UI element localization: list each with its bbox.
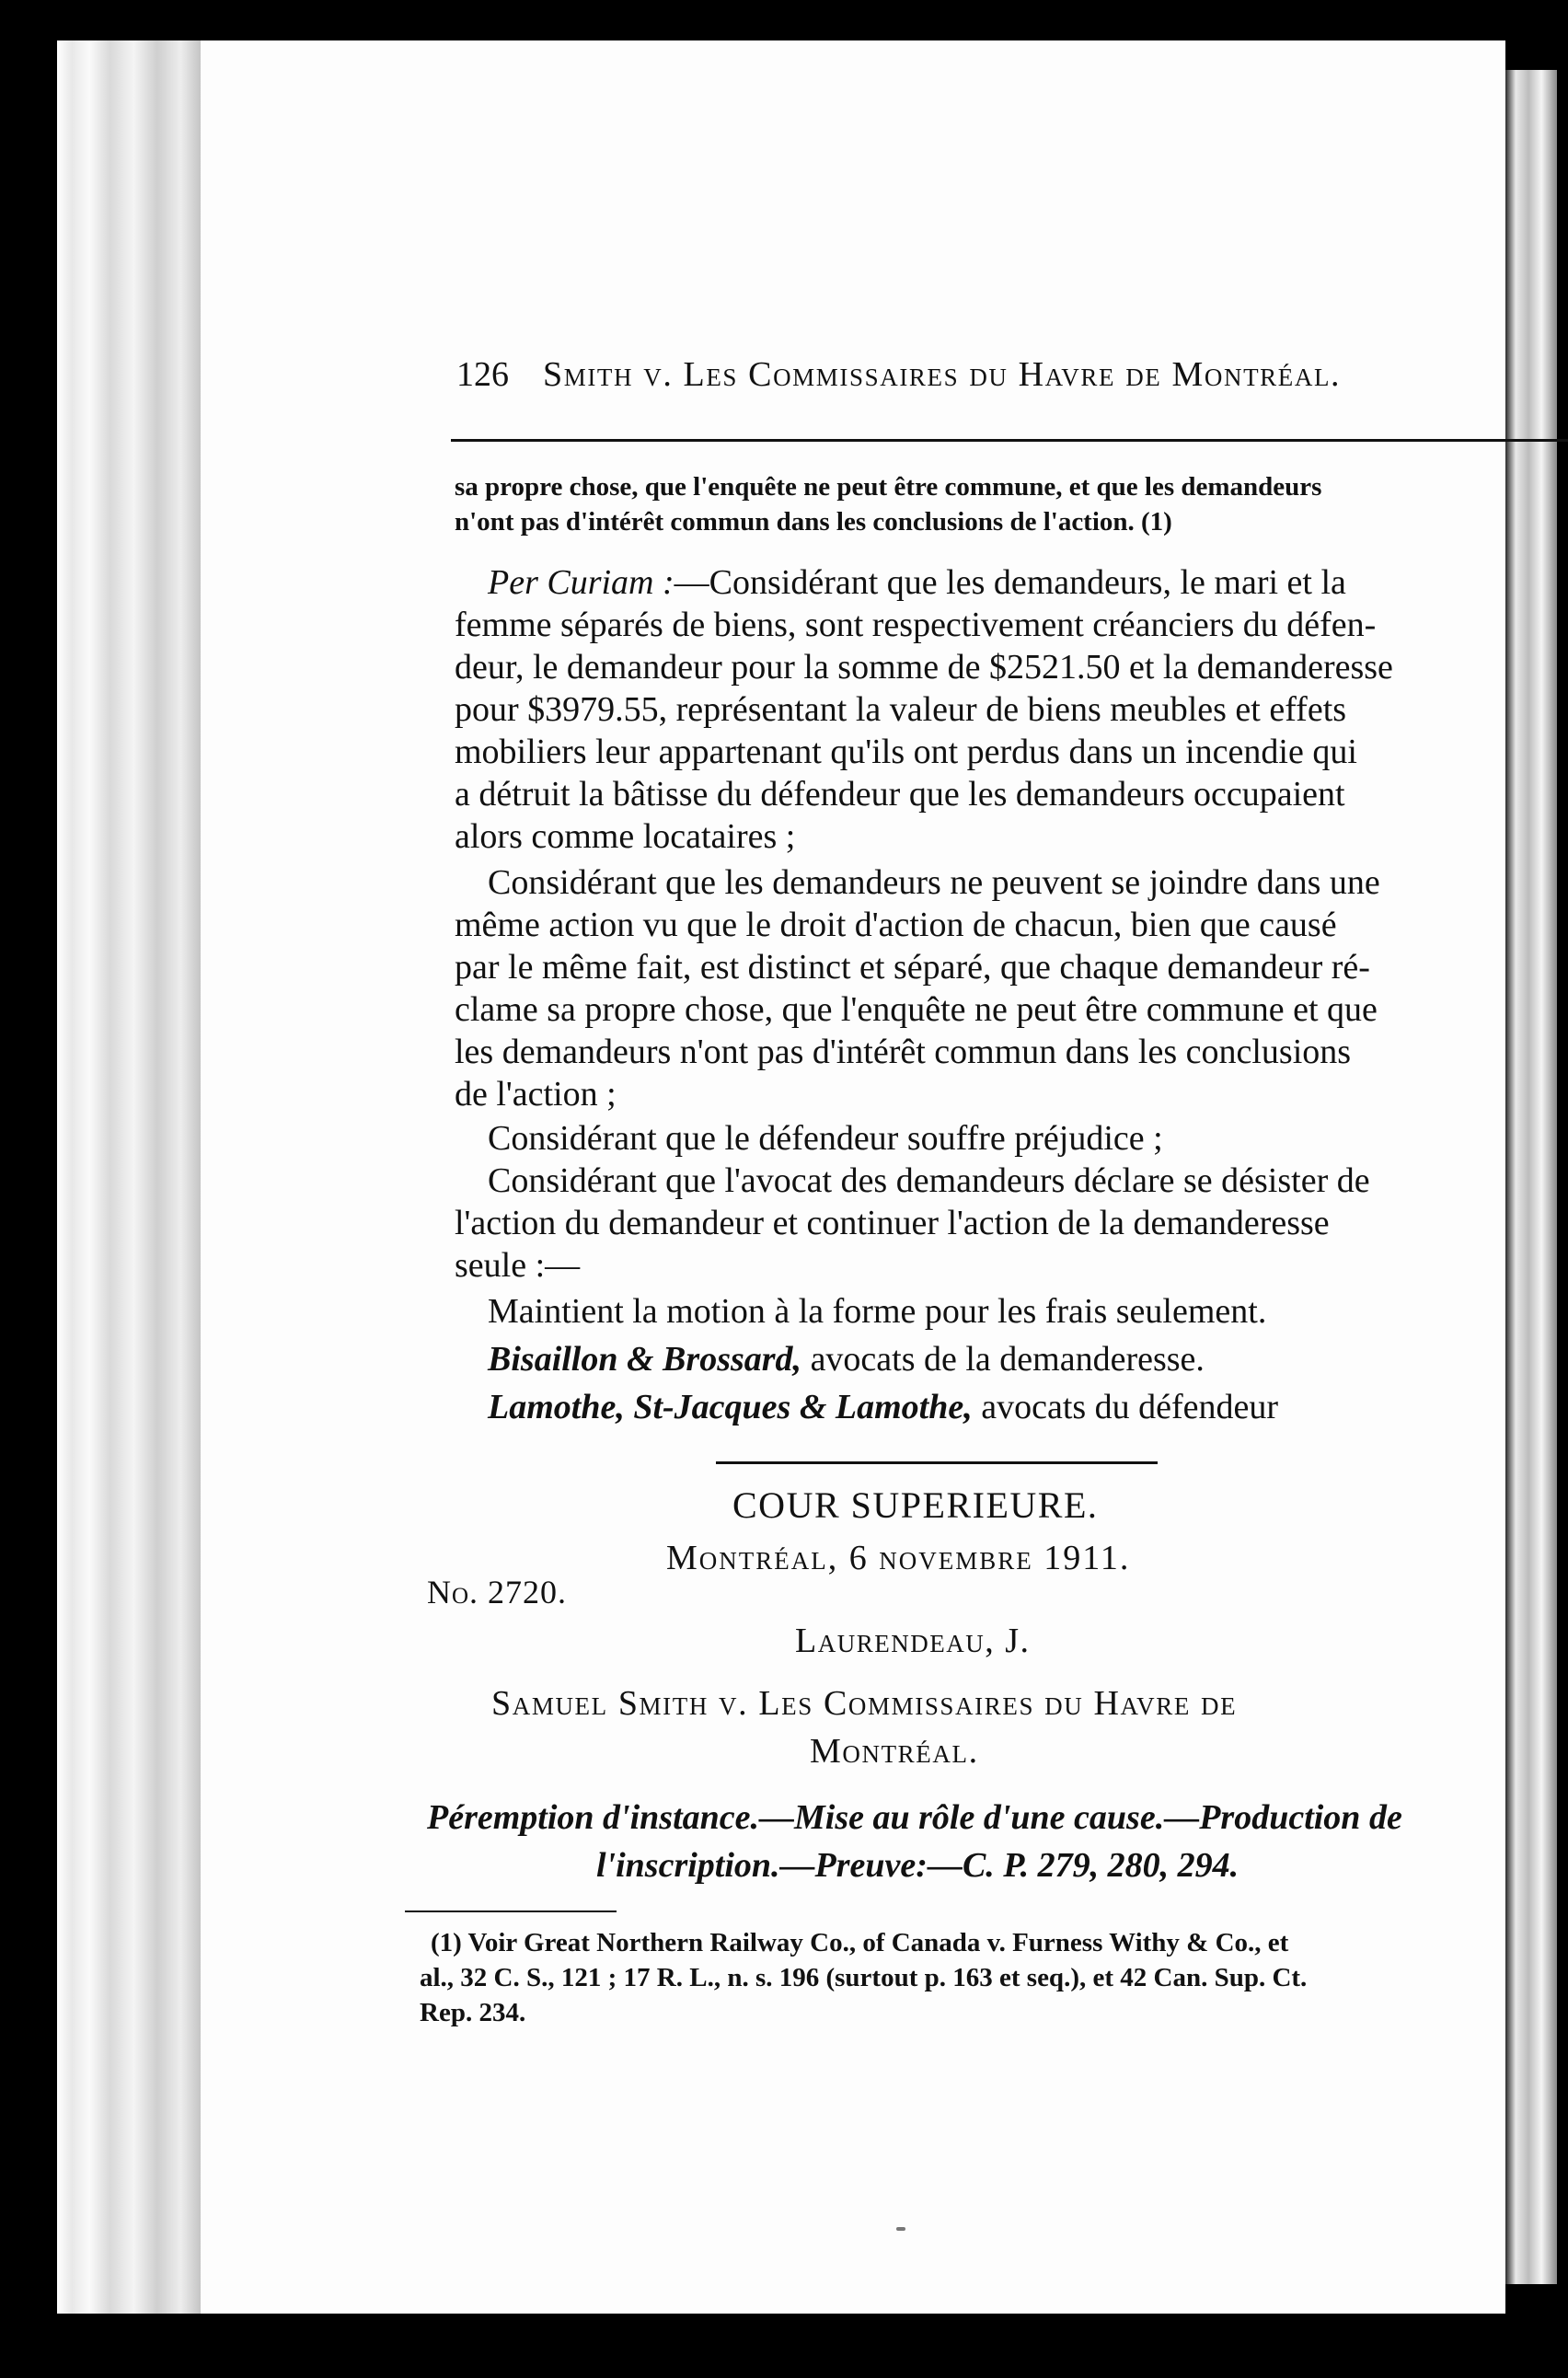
header-rule [451,439,1568,442]
judgment-line: Considérant que les demandeurs ne peuvent se joindre dans une [488,863,1380,902]
judgment-line: pour $3979.55, représentant la valeur de biens meubles et effets [455,690,1347,729]
book-page-edges-left [57,40,204,2314]
paper-speck [896,2227,905,2231]
headnote-line: Péremption d'instance.—Mise au rôle d'une cause.—Production de [427,1798,1402,1837]
judgment-line: clame sa propre chose, que l'enquête ne peut être commune et que [455,990,1378,1029]
counsel-line: Lamothe, St-Jacques & Lamothe, avocats du défendeur [488,1388,1279,1426]
judgment-line: l'action du demandeur et continuer l'action de la demanderesse [455,1204,1330,1242]
judgment-line: a détruit la bâtisse du défendeur que les demandeurs occupaient [455,775,1345,814]
case-number: No. 2720. [427,1574,568,1610]
judgment-line: Per Curiam :—Considérant que les demandeurs, le mari et la [488,563,1346,602]
judgment-line: deur, le demandeur pour la somme de $2521.50 et la demanderesse [455,648,1393,687]
case-title-line: Samuel Smith v. Les Commissaires du Havre de [491,1684,1238,1723]
footnote-line: Rep. 234. [420,1998,526,2027]
headnote-line: l'inscription.—Preuve:—C. P. 279, 280, 294. [596,1846,1239,1885]
page-number: 126 [456,355,509,394]
place-date: Montréal, 6 novembre 1911. [666,1539,1131,1577]
judgment-line: de l'action ; [455,1075,617,1114]
footnote-line: al., 32 C. S., 121 ; 17 R. L., n. s. 196 (surtout p. 163 et seq.), et 42 Can. Sup. Ct. [420,1963,1308,1992]
judgment-line: Considérant que l'avocat des demandeurs déclare se désister de [488,1161,1370,1200]
judge-name: Laurendeau, J. [795,1622,1031,1660]
judgment-line: femme séparés de biens, sont respectivement créanciers du défen- [455,606,1377,644]
judgment-line: Maintient la motion à la forme pour les frais seulement. [488,1292,1267,1331]
judgment-line: alors comme locataires ; [455,817,796,856]
footnote-rule [405,1910,617,1912]
book-page-edges-right [1505,70,1557,2284]
counsel-line: Bisaillon & Brossard, avocats de la demanderesse. [488,1340,1205,1379]
book-page [201,40,1505,2314]
judgment-line: seule :— [455,1246,581,1285]
case-title-line: Montréal. [810,1732,979,1771]
judgment-line: par le même fait, est distinct et séparé, que chaque demandeur ré- [455,948,1370,987]
judgment-line: mobiliers leur appartenant qu'ils ont perdus dans un incendie qui [455,733,1357,771]
court-title: COUR SUPERIEURE. [732,1484,1099,1526]
running-title: Smith v. Les Commissaires du Havre de Montréal. [543,355,1342,394]
footnote-line: (1) Voir Great Northern Railway Co., of Canada v. Furness Withy & Co., et [431,1928,1289,1957]
fragment-line: n'ont pas d'intérêt commun dans les conclusions de l'action. (1) [455,507,1172,537]
judgment-line: Considérant que le défendeur souffre préjudice ; [488,1119,1163,1158]
fragment-line: sa propre chose, que l'enquête ne peut être commune, et que les demandeurs [455,472,1322,502]
judgment-line: les demandeurs n'ont pas d'intérêt commun dans les conclusions [455,1033,1352,1071]
judgment-line: même action vu que le droit d'action de chacun, bien que causé [455,906,1337,944]
per-curiam-label: Per Curiam : [488,563,674,602]
section-rule [716,1461,1158,1464]
